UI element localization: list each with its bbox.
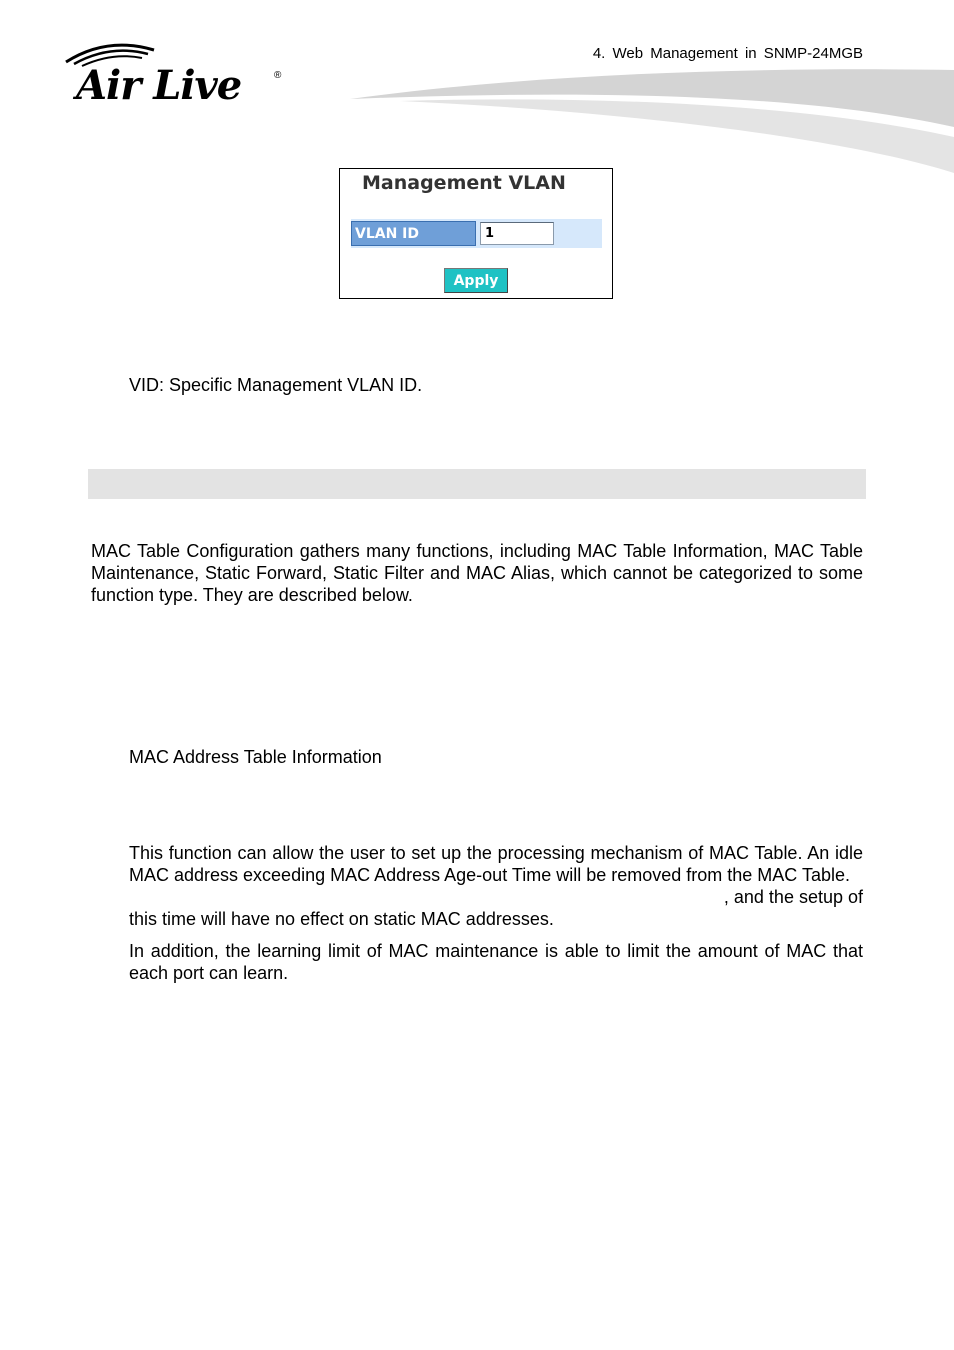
mac-info-heading: MAC Address Table Information bbox=[129, 747, 382, 767]
mac-maintenance-paragraph-tail: , and the setup of bbox=[700, 886, 863, 908]
management-vlan-panel bbox=[339, 168, 613, 299]
header-swoosh-graphic bbox=[340, 65, 954, 180]
section-heading-bar bbox=[88, 469, 866, 499]
panel-title: Management VLAN bbox=[362, 172, 566, 194]
mac-table-intro: MAC Table Configuration gathers many functions, including MAC Table Information, MAC Table Maintenance, Static Forward, Static Filter and MAC Alias, which cannot be categorized to some function type. They are described below. bbox=[91, 541, 863, 605]
learning-limit-paragraph: In addition, the learning limit of MAC maintenance is able to limit the amount of MAC that each port can learn. bbox=[129, 941, 863, 983]
page-header-title: 4. Web Management in SNMP-24MGB bbox=[592, 45, 863, 62]
apply-button[interactable]: Apply bbox=[444, 268, 508, 293]
logo-wordmark: Air Live bbox=[76, 62, 242, 109]
logo-registered-mark: ® bbox=[274, 70, 282, 81]
mac-maintenance-paragraph-end: this time will have no effect on static MAC addresses. bbox=[129, 909, 554, 929]
airlive-logo bbox=[62, 40, 287, 110]
vid-description: VID: Specific Management VLAN ID. bbox=[129, 375, 423, 395]
vlan-id-row bbox=[351, 219, 602, 248]
mac-maintenance-paragraph: This function can allow the user to set up the processing mechanism of MAC Table. An idle MAC address exceeding MAC Address Age-out Time will be removed from the MAC Table. bbox=[129, 843, 863, 885]
vlan-id-label: VLAN ID bbox=[351, 221, 476, 246]
vlan-id-input[interactable] bbox=[480, 222, 554, 245]
